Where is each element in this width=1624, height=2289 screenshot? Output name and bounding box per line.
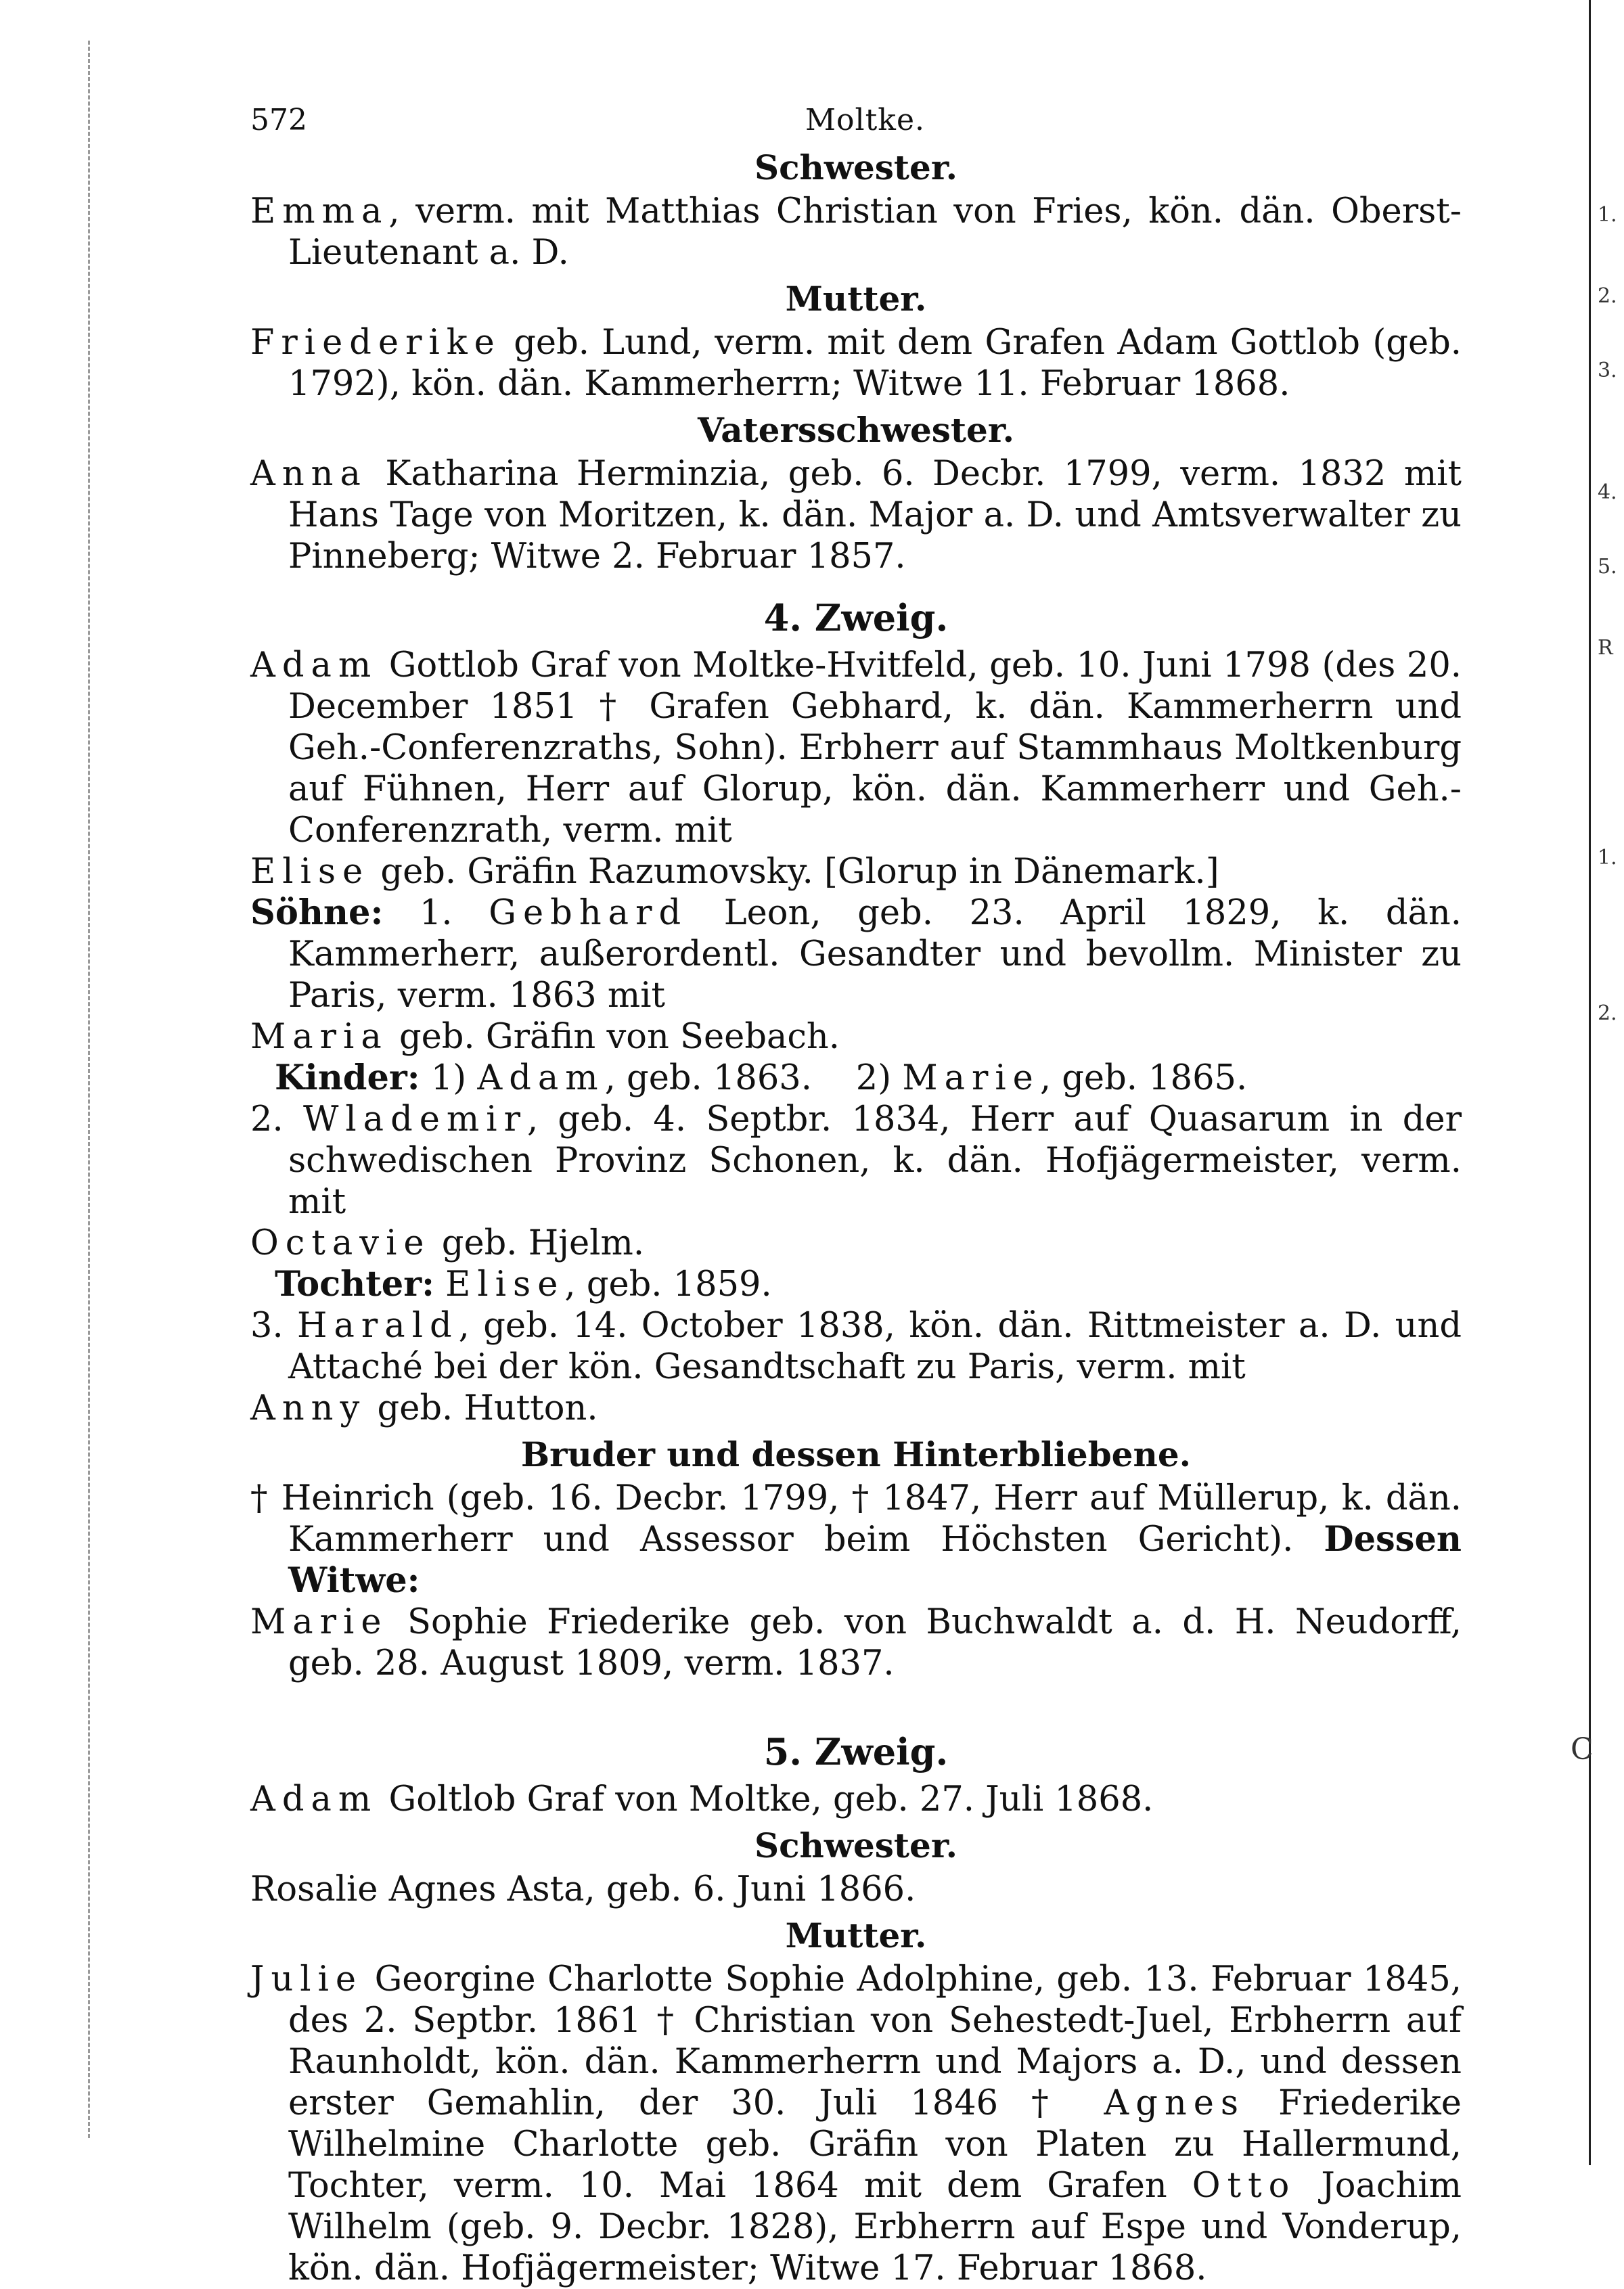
entry-adam-gottlob-hvitfeld: Adam Gottlob Graf von Moltke-Hvitfeld, geb. 10. Juni 1798 (des 20. December 1851 † Grafen Gebhard, k. dän. Kammerherrn und Geh.-Conferenzraths, Sohn). Erbherr auf Stammhaus Moltkenburg auf Fühnen, Herr auf Glorup, kön. dän. Kammerherr und Geh.-Conferenzrath, verm. mit [250,645,1462,851]
margin-mark: R [1598,636,1613,660]
margin-mark: C [1571,1732,1594,1767]
heading-vatersschwester: Vatersschwester. [697,410,1015,450]
margin-mark: 2. [1598,284,1617,308]
page-number: 572 [250,103,307,137]
entry-anny: Anny geb. Hutton. [250,1388,598,1428]
heading-schwester: Schwester. [754,148,957,187]
entry-adam-goltlob: Adam Goltlob Graf von Moltke, geb. 27. Juli 1868. [250,1780,1154,1819]
margin-mark: 1. [1598,203,1617,227]
entry-rosalie: Rosalie Agnes Asta, geb. 6. Juni 1866. [250,1869,916,1909]
entry-anna: Anna Katharina Herminzia, geb. 6. Decbr. 1799, verm. 1832 mit Hans Tage von Moritzen, k. dän. Major a. D. und Amtsverwalter zu Pinneberg; Witwe 2. Februar 1857. [250,454,1462,576]
running-title: Moltke. [805,103,925,137]
entry-maria: Maria geb. Gräfin von Seebach. [250,1017,840,1057]
margin-mark: 3. [1598,359,1617,382]
heading-mutter-2: Mutter. [785,1916,927,1955]
entry-julie: Julie Georgine Charlotte Sophie Adolphine, geb. 13. Februar 1845, des 2. Septbr. 1861 † Christian von Sehestedt-Juel, Erbherrn auf Raunholdt, kön. dän. Kammerherrn und Majors a. D., und dessen erster Gemahlin, der 30. Juli 1846 † Agnes Friederike Wilhelmine Charlotte geb. Gräfin von Platen zu Hallermund, Tochter, verm. 10. Mai 1864 mit dem Grafen Otto Joachim Wilhelm (geb. 9. Decbr. 1828), Erbherrn auf Espe und Vonderup, kön. dän. Hofjägermeister; Witwe 17. Februar 1868. [250,1959,1462,2288]
margin-mark: 1. [1598,846,1617,869]
adjacent-page-margin [1571,0,1624,2165]
heading-zweig-5: 5. Zweig. [763,1730,949,1773]
entry-emma: Emma, verm. mit Matthias Christian von Fries, kön. dän. Oberst-Lieutenant a. D. [250,191,1462,273]
margin-mark: 5. [1598,555,1617,579]
entry-wlademir: 2. Wlademir, geb. 4. Septbr. 1834, Herr auf Quasarum in der schwedischen Provinz Schonen, k. dän. Hofjägermeister, verm. mit [250,1100,1462,1222]
entry-soehne-gebhard: Söhne: 1. Gebhard Leon, geb. 23. April 1829, k. dän. Kammerherr, außerordentl. Gesandter und bevollm. Minister zu Paris, verm. 1863 mit [250,892,1462,1016]
entry-friederike: Friederike geb. Lund, verm. mit dem Grafen Adam Gottlob (geb. 1792), kön. dän. Kammerherrn; Witwe 11. Februar 1868. [250,323,1462,404]
entry-octavie: Octavie geb. Hjelm. [250,1223,645,1263]
entry-heinrich: † Heinrich (geb. 16. Decbr. 1799, † 1847, Herr auf Müllerup, k. dän. Kammerherr und Assessor beim Höchsten Gericht). Dessen Witwe: [250,1478,1462,1601]
entry-tochter-elise: Tochter: Elise, geb. 1859. [275,1264,772,1305]
heading-schwester-2: Schwester. [754,1826,957,1865]
heading-mutter: Mutter. [785,279,927,319]
entry-harald: 3. Harald, geb. 14. October 1838, kön. dän. Rittmeister a. D. und Attaché bei der kön. Gesandtschaft zu Paris, verm. mit [250,1306,1462,1387]
heading-zweig-4: 4. Zweig. [763,596,949,639]
entry-kinder: Kinder: 1) Adam, geb. 1863. 2) Marie, geb. 1865. [275,1058,1248,1098]
entry-elise: Elise geb. Gräfin Razumovsky. [Glorup in Dänemark.] [250,852,1219,892]
margin-mark: 4. [1598,480,1617,504]
scan-left-edge [88,41,94,2138]
margin-mark: 2. [1598,1001,1617,1025]
heading-bruder: Bruder und dessen Hinterbliebene. [520,1434,1192,1474]
page-header [250,95,1462,142]
document-page [250,95,1462,2289]
entry-marie-sophie: Marie Sophie Friederike geb. von Buchwaldt a. d. H. Neudorff, geb. 28. August 1809, verm. 1837. [250,1602,1462,1683]
